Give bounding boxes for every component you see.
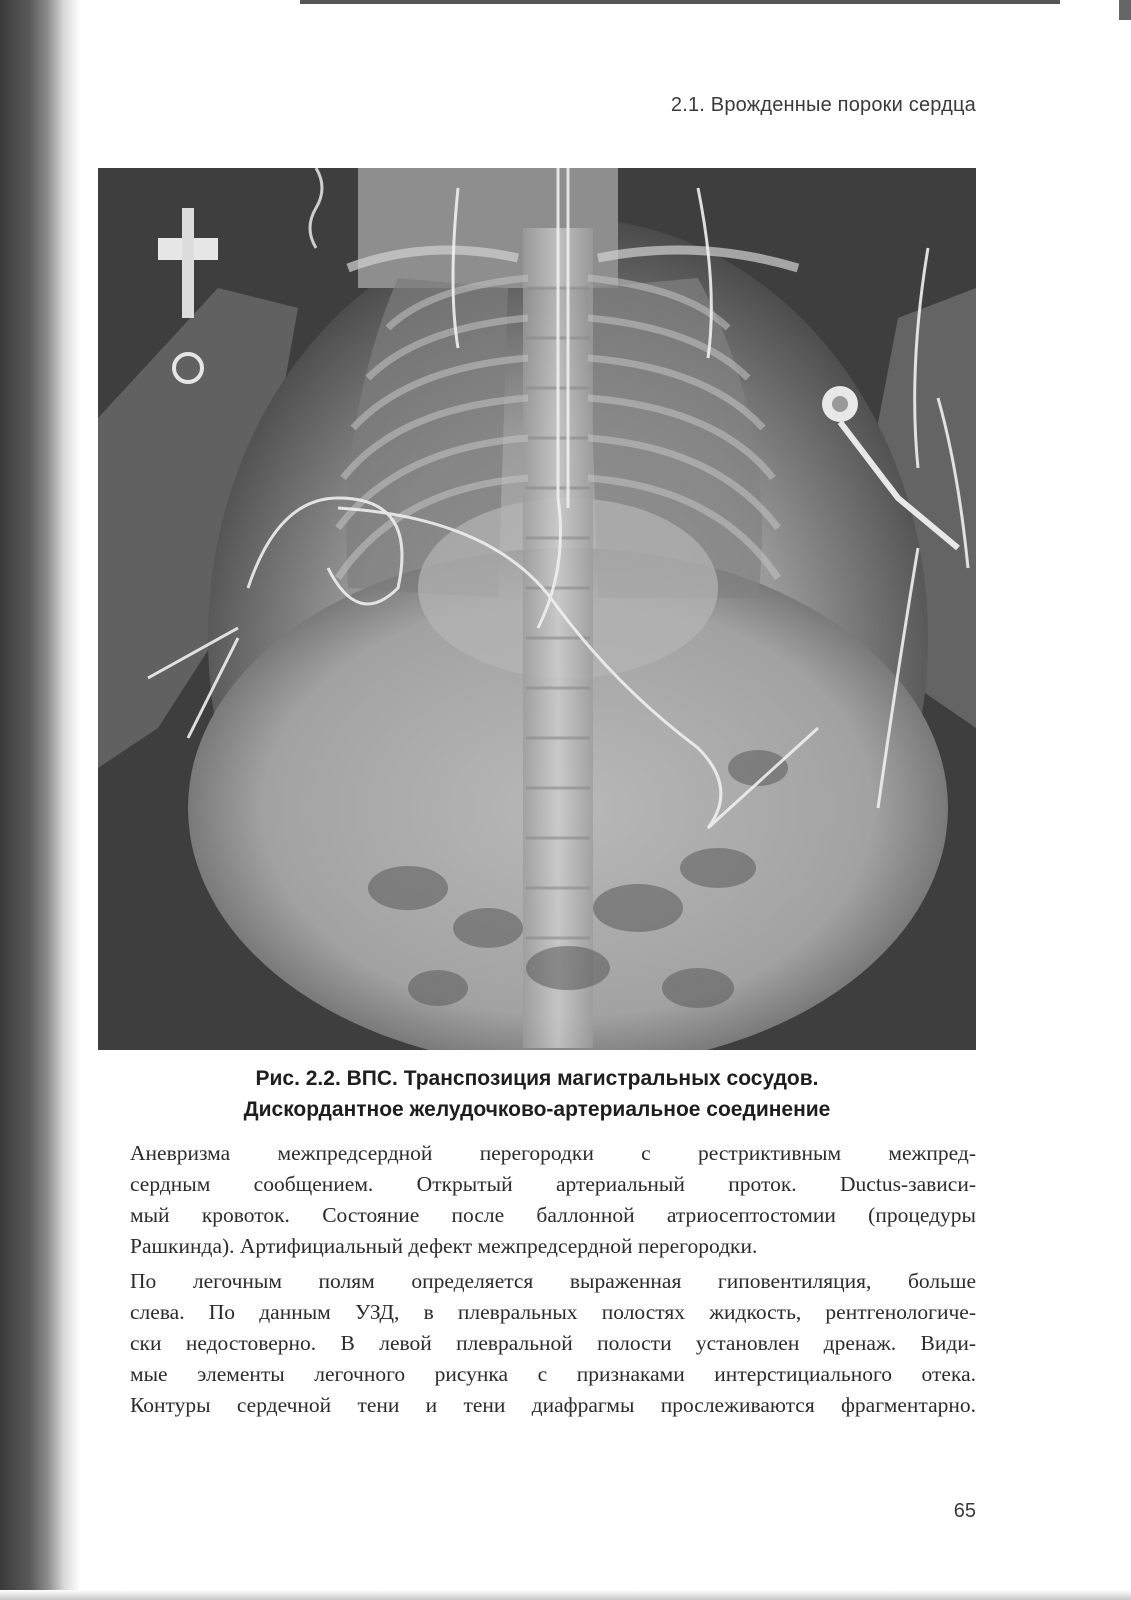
xray-image <box>98 168 976 1050</box>
paragraph-line: ски недостоверно. В левой плевральной полости установлен дренаж. Види- <box>130 1331 976 1355</box>
figure-caption-line-2: Дискордантное желудочково-артериальное соединение <box>243 1098 831 1121</box>
page-top-edge <box>300 0 1060 4</box>
paragraph-2 <box>130 1266 976 1421</box>
paragraph-line: мые элементы легочного рисунка с признаками интерстициального отека. <box>130 1362 976 1386</box>
paragraph-line: слева. По данным УЗД, в плевральных полостях жидкость, рентгенологиче- <box>130 1300 976 1324</box>
paragraph-line: сердным сообщением. Открытый артериальный проток. Ductus-зависи- <box>130 1172 976 1196</box>
paragraph-line: мый кровоток. Состояние после баллонной атриосептостомии (процедуры <box>130 1203 976 1227</box>
paragraph-line: Аневризма межпредсердной перегородки с рестриктивным межпред- <box>130 1141 976 1165</box>
paragraph-line: По легочным полям определяется выраженная гиповентиляция, больше <box>130 1269 976 1293</box>
figure-caption <box>98 1063 976 1125</box>
paragraph-line: Контуры сердечной тени и тени диафрагмы прослеживаются фрагментарно. <box>130 1393 976 1417</box>
page-number: 65 <box>953 1500 976 1522</box>
paragraph-1 <box>130 1138 976 1262</box>
paragraph-line: Рашкинда). Артифициальный дефект межпредсердной перегородки. <box>130 1234 758 1258</box>
xray-figure <box>98 168 976 1050</box>
figure-caption-line-1: Рис. 2.2. ВПС. Транспозиция магистральных сосудов. <box>255 1067 819 1090</box>
book-gutter-shadow <box>0 0 80 1600</box>
running-head: 2.1. Врожденные пороки сердца <box>670 94 976 116</box>
body-text <box>130 1138 976 1425</box>
page-bottom-edge <box>0 1590 1131 1600</box>
page-right-edge <box>1119 0 1131 20</box>
